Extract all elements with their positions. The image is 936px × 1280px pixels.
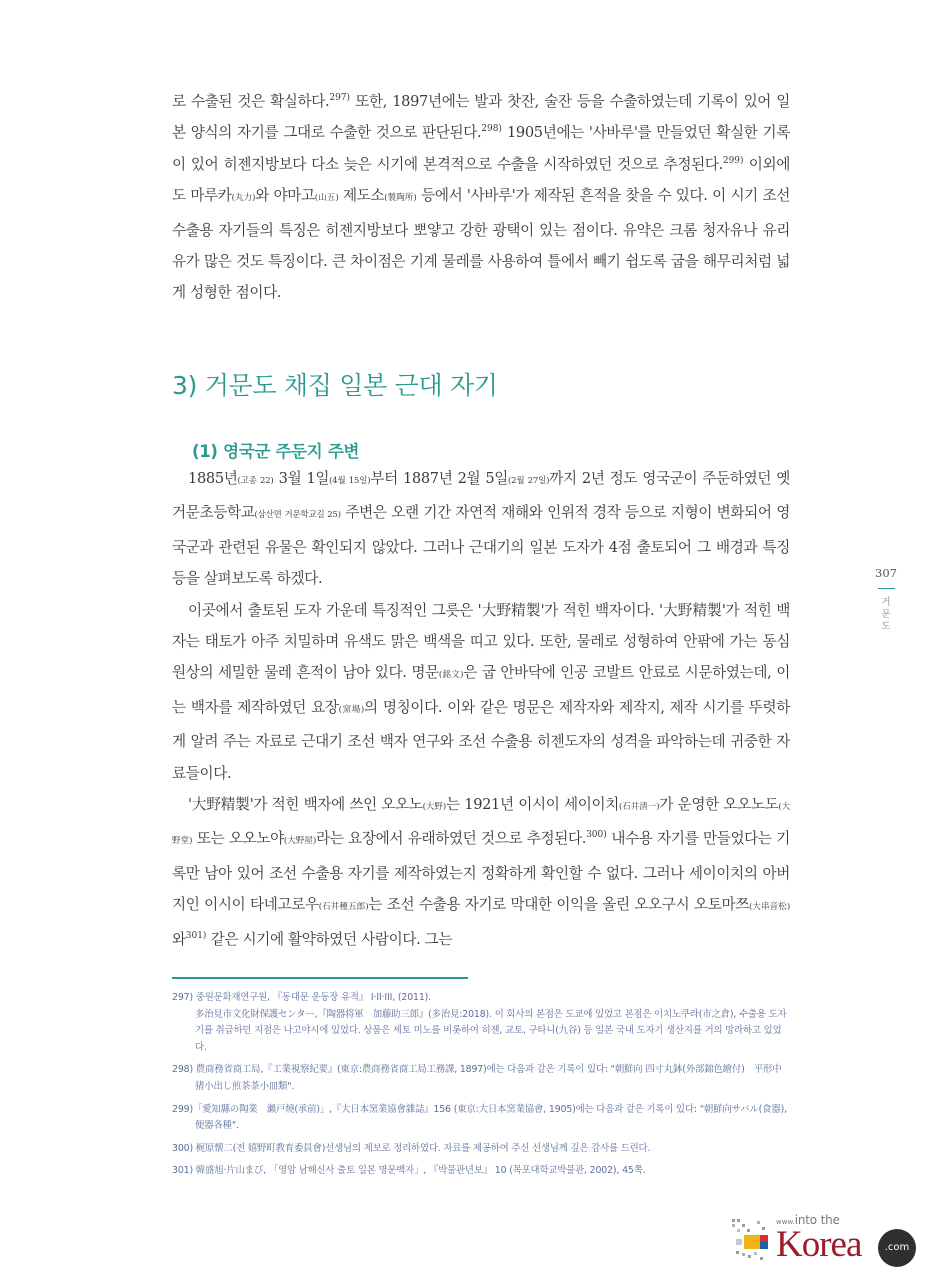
- page-number: 307: [875, 566, 897, 580]
- paragraph-3: '大野精製'가 적힌 백자에 쓰인 오오노(大野)는 1921년 이시이 세이이치(石井清一)가 운영한 오오노도(大野堂) 또는 오오노야(大野屋)라는 요장에서 유래하였던 것으로 추정된다.$^{300)}$ 내수용 자기를 만들었다는 기록만 남아 있어 조선 수출용 자기를 제작하였는지 정확하게 확인할 수 없다. 그러나 세이이치의 아버지인 이시이 타네고로우(石井種五郎)는 조선 수출용 자기로 막대한 이익을 올린 오오구시 오토마쯔(大串音松)와$^{301)}$ 같은 시기에 활약하였던 사람이다. 그는: [172, 796, 791, 948]
- footnote-divider: [172, 977, 468, 979]
- subsection-title: (1) 영국군 주둔지 주변: [192, 442, 360, 461]
- footnote-301: 301) 韓盛旭·片山まび, 「영암 남해신사 출토 일본 명문백자」, 『박물관년보』 10 (목포대학교박물관, 2002), 45쪽.: [172, 1165, 646, 1177]
- footnote-ref-301[interactable]: 301): [185, 930, 207, 941]
- side-divider: [878, 588, 895, 589]
- intro-paragraph: 로 수출된 것은 확실하다.$^{297)}$ 또한, 1897년에는 발과 찻잔, 술잔 등을 수출하였는데 기록이 있어 일본 양식의 자기를 그대로 수출한 것으로 판단된다.$^{298)}$ 1905년에는 '사바루'를 만들었던 확실한 기록이 있어 히젠지방보다 다소 늦은 시기에 본격적으로 수출을 시작하였던 것으로 추정된다.$^{299)}$ 이외에도 마루카(丸力)와 야마고(山五) 제도소(製陶所) 등에서 '사바루'가 제작된 흔적을 찾을 수 있다. 이 시기 조선 수출용 자기들의 특징은 히젠지방보다 뽀얗고 강한 광택이 있는 점이다. 유약은 크롬 청자유나 유리유가 많은 것도 특징이다. 큰 차이점은 기계 물레를 사용하여 틀에서 빼기 쉽도록 굽을 해무리처럼 넓게 성형한 점이다.: [172, 93, 790, 302]
- site-logo[interactable]: [732, 1213, 924, 1269]
- footnote-298: 298) 農商務省商工局,『工業視察紀要』(東京:農商務省商工局工務課, 1897)에는 다음과 같은 기록이 있다: "朝鮮向 四寸丸鉢(外部錦色繪付) 平形中猪小出し煎茶茶小皿類".: [172, 1064, 782, 1092]
- footnote-297: 297) 중원문화재연구원, 『동대문 운동장 유적』 I·II·III, (2011). 多治見市文化財保護センター,『陶器将軍 加藤助三郎』(多治見:2018). 이 회사의 본점은 도쿄에 있었고 본점은 이치노쿠라(市之倉), 수출용 도자기를 취급하던 지점은 나고야시에 있었다. 상품은 세토 미노를 비롯하여 히젠, 교토, 구타니(九谷) 등 일본 국내 도자기 생산지를 거의 망라하고 있었다.: [172, 992, 787, 1053]
- footnote-ref-297[interactable]: 297): [329, 93, 351, 103]
- footnote-300: 300) 梶原懐二(전 嬉野町教育委員會)선생님의 제보로 정리하였다. 자료를 제공하여 주신 선생님께 깊은 감사를 드린다.: [172, 1142, 651, 1154]
- footnote-ref-298[interactable]: 298): [481, 124, 502, 135]
- footnote-299: 299)「愛知縣の陶業 瀨戸燒(承前)」,『大日本窯業協會雜誌』156 (東京:大日本窯業協會, 1905)에는 다음과 같은 기록이 있다: "朝鮮向サバル(食器), 便器各種".: [172, 1103, 787, 1132]
- logo-wordmark: Korea: [776, 1224, 862, 1265]
- side-section-label: 거문도: [881, 597, 891, 632]
- logo-tagline: www.into the: [776, 1213, 840, 1227]
- footnote-ref-299[interactable]: 299): [722, 155, 744, 166]
- logo-com-badge: .com: [878, 1229, 916, 1267]
- paragraph-1: 1885년(고종 22) 3월 1일(4월 15일)부터 1887년 2월 5일(2월 27일)까지 2년 정도 영국군이 주둔하였던 옛 거문초등학교(삼산면 거문학교길 25) 주변은 오랜 기간 자연적 재해와 인위적 경작 등으로 지형이 변화되어 영국군과 관련된 유물은 확인되지 않았다. 그러나 근대기의 일본 도자가 4점 출토되어 그 배경과 특징 등을 살펴보도록 하겠다.: [172, 470, 790, 588]
- paragraph-2: 이곳에서 출토된 도자 가운데 특징적인 그릇은 '大野精製'가 적힌 백자이다. '大野精製'가 적힌 백자는 태토가 아주 치밀하며 유색도 맑은 백색을 띠고 있다. 또한, 물레로 성형하여 안팎에 가는 동심원상의 세밀한 물레 흔적이 남아 있다. 명문(銘文)은 굽 안바닥에 인공 코발트 안료로 시문하였는데, 이는 백자를 제작하였던 요장(窯場)의 명칭이다. 이와 같은 명문은 제작자와 제작지, 제작 시기를 뚜렷하게 알려 주는 자료로 근대기 조선 백자 연구와 조선 수출용 히젠도자의 성격을 파악하는데 귀중한 자료들이다.: [172, 601, 791, 782]
- section-title: 3) 거문도 채집 일본 근대 자기: [172, 371, 498, 400]
- footnotes: [172, 990, 790, 1186]
- main-body: [172, 463, 790, 955]
- footnote-ref-300[interactable]: 300): [586, 830, 607, 841]
- logo-grid-icon: [732, 1219, 772, 1263]
